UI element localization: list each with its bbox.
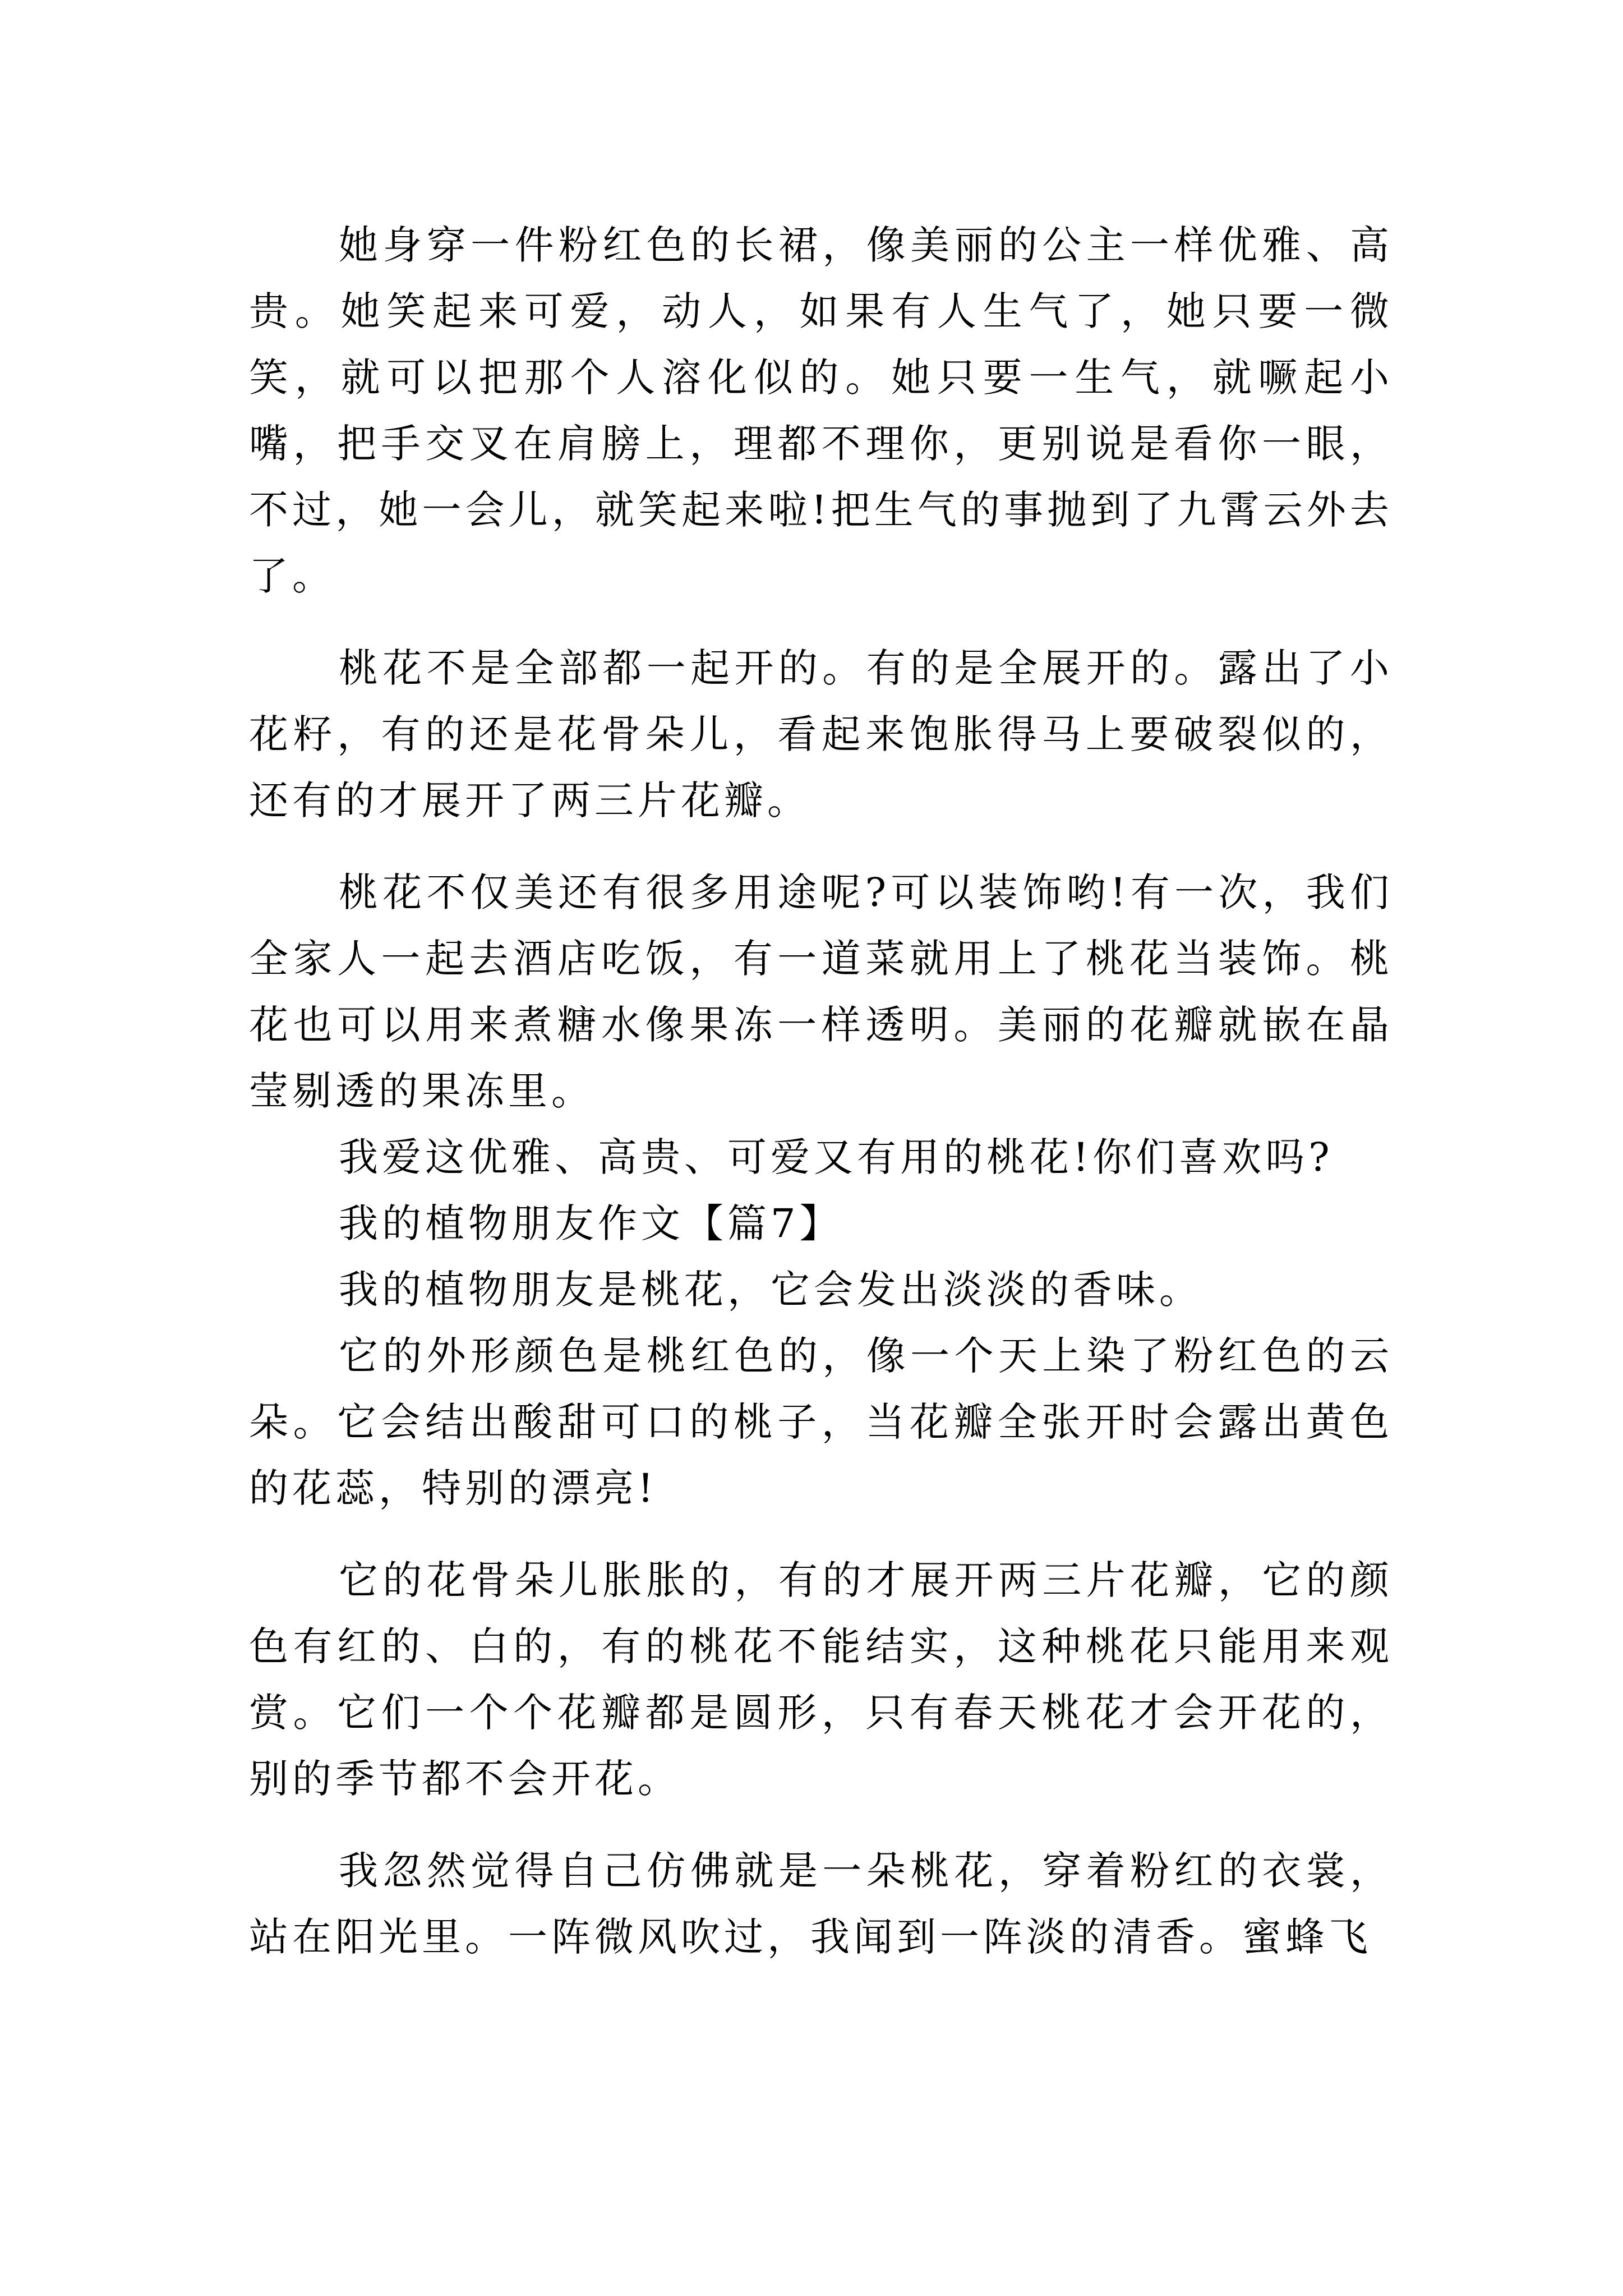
paragraph: 它的外形颜色是桃红色的，像一个天上染了粉红色的云朵。它会结出酸甜可口的桃子，当花瓣全张开时会露出黄色的花蕊，特别的漂亮! bbox=[249, 1333, 1393, 1511]
paragraph: 它的花骨朵儿胀胀的，有的才展开两三片花瓣，它的颜色有红的、白的，有的桃花不能结实，这种桃花只能用来观赏。它们一个个花瓣都是圆形，只有春天桃花才会开花的，别的季节都不会开花。 bbox=[249, 1557, 1393, 1802]
paragraph: 我忽然觉得自己仿佛就是一朵桃花，穿着粉红的衣裳，站在阳光里。一阵微风吹过，我闻到一阵淡的清香。蜜蜂飞 bbox=[249, 1848, 1393, 1960]
paragraph: 我的植物朋友是桃花，它会发出淡淡的香味。 bbox=[339, 1267, 1202, 1313]
section-heading: 我的植物朋友作文【篇7】 bbox=[339, 1200, 843, 1246]
paragraph: 她身穿一件粉红色的长裙，像美丽的公主一样优雅、高贵。她笑起来可爱，动人，如果有人生气了，她只要一微笑，就可以把那个人溶化似的。她只要一生气，就噘起小嘴，把手交叉在肩膀上，理都不理你，更别说是看你一眼，不过，她一会儿，就笑起来啦!把生气的事抛到了九霄云外去了。 bbox=[249, 222, 1393, 599]
paragraph: 我爱这优雅、高贵、可爱又有用的桃花!你们喜欢吗? bbox=[339, 1134, 1334, 1180]
paragraph: 桃花不是全部都一起开的。有的是全展开的。露出了小花籽，有的还是花骨朵儿，看起来饱胀得马上要破裂似的，还有的才展开了两三片花瓣。 bbox=[249, 645, 1393, 823]
document-body bbox=[249, 212, 1393, 1970]
paragraph: 桃花不仅美还有很多用途呢?可以装饰哟!有一次，我们全家人一起去酒店吃饭，有一道菜就用上了桃花当装饰。桃花也可以用来煮糖水像果冻一样透明。美丽的花瓣就嵌在晶莹剔透的果冻里。 bbox=[249, 869, 1393, 1114]
